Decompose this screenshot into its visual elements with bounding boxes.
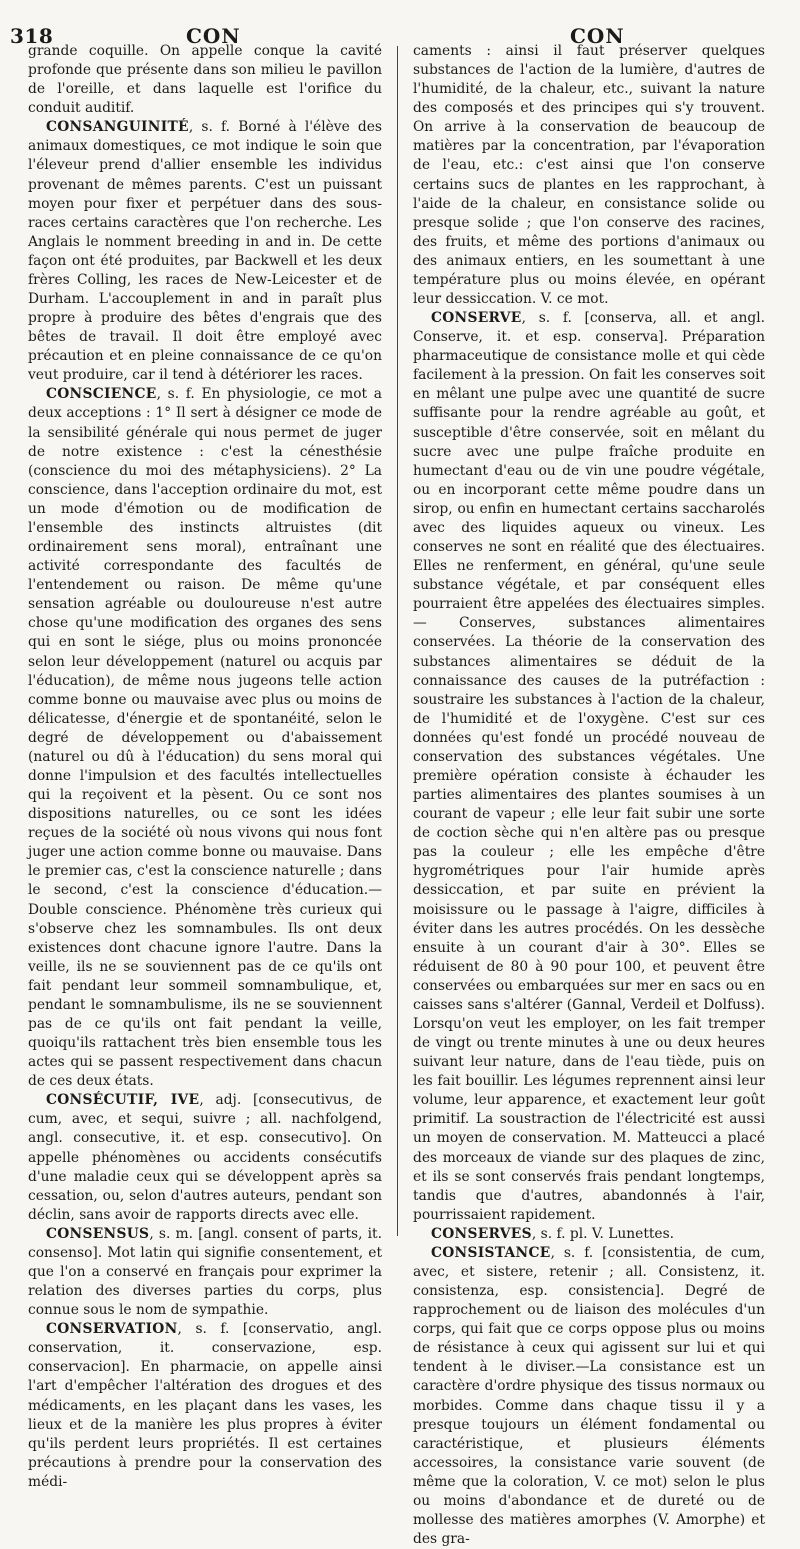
entry-text: , s. f. En physiologie, ce mot a deux acceptions : 1° Il sert à désigner ce mode de la sensibilité générale qui nous permet de juger de notre existence : c'est la cénesthésie (conscience du moi des métaphysiciens). 2° La conscience, dans l'acception ordinaire du mot, est un mode d'émotion ou de modification de l'ensemble des instincts altruistes (dit ordinairement sens moral), entraînant une activité correspondante des facultés de l'entendement ou raison. De même qu'une sensation agréable ou douloureuse n'est autre chose qu'une modification des organes des sens qui en sont le siége, plus ou moins prononcée selon leur développement (naturel ou acquis par l'éducation), de même nous jugeons telle action comme bonne ou mauvaise avec plus ou moins de délicatesse, d'énergie et de spontanéité, selon le degré de développement ou d'abaissement (naturel ou dû à l'éducation) du sens moral qui donne l'impulsion et des facultés intellectuelles qui la reçoivent et la pèsent. Ou ce sont nos dispositions naturelles, ou ce sont les idées reçues de la société où nous vivons qui nous font juger une action comme bonne ou mauvaise. Dans le premier cas, c'est la conscience naturelle ; dans le second, c'est la conscience d'éducation.— Double conscience. Phénomène très curieux qui s'observe chez les somnambules. Ils ont deux existences dont chacune ignore l'autre. Dans la veille, ils ne se souviennent pas de ce qu'ils ont fait pendant leur sommeil somnambulique, et, pendant le somnambulisme, ils ne se souviennent pas de ce qu'ils ont fait pendant la veille, quoiqu'ils rattachent très bien ensemble tous les actes qui se passent respectivement dans chacun de ces deux états. <box>28 386 382 1090</box>
column-divider <box>397 46 398 1236</box>
left-running-head: CON <box>186 24 241 48</box>
entry-conque-continuation: grande coquille. On appelle conque la cavité profonde que présente dans son milieu le pavillon de l'oreille, et dans laquelle est l'orifice du conduit auditif. <box>28 43 382 117</box>
entry-conscience <box>28 385 382 1091</box>
entry-consecutif <box>28 1091 382 1225</box>
entry-text: , s. f. [conserva, all. et angl. Conserve, it. et esp. conserva]. Préparation pharmaceutique de consistance molle et qui cède facilement à la pression. On fait les conserves soit en mêlant une pulpe avec une quantité de sucre suffisante pour la rendre agréable au goût, et susceptible d'être conservée, soit en mêlant du sucre avec une pulpe fraîche produite en humectant d'eau ou de vin une poudre végétale, ou en incorporant cette même poudre dans un sirop, ou enfin en humectant certains saccharolés avec des liquides aqueux ou vineux. Les conserves ne sont en réalité que des électuaires. Elles ne renferment, en général, qu'une seule substance végétale, et par conséquent elles pourraient être appelées des électuaires simples. — Conserves, substances alimentaires conservées. La théorie de la conservation des substances alimentaires se déduit de la connaissance des causes de la putréfaction : soustraire les substances à l'action de la chaleur, de l'humidité et de l'oxygène. C'est sur ces données qu'est fondé un procédé nouveau de conservation des substances végétales. Une première opération consiste à échauder les parties alimentaires des plantes soumises à un courant de vapeur ; elle leur fait subir une sorte de coction sèche qui n'en altère pas ou presque pas la couleur ; elle les empêche d'être hygrométriques pour l'air humide après dessiccation, et par suite en prévient la moisissure ou le passage à l'aigre, difficiles à éviter dans les autres procédés. On les dessèche ensuite à un courant d'air à 30°. Elles se réduisent de 80 à 90 pour 100, et peuvent être conservées ou embarquées sur mer en sacs ou en caisses sans s'altérer (Gannal, Verdeil et Dolfuss). Lorsqu'on veut les employer, on les fait tremper de vingt ou trente minutes à une ou deux heures suivant leur nature, dans de l'eau tiède, puis on les fait bouillir. Les légumes reprennent ainsi leur volume, leur apparence, et exactement leur goût primitif. La soustraction de l'électricité est aussi un moyen de conservation. M. Matteucci a placé des morceaux de viande sur des plaques de zinc, et ils se sont conservés frais pendant longtemps, tandis que d'autres, abandonnés à l'air, pourrissaient rapidement. <box>413 310 765 1223</box>
right-running-head: CON <box>570 24 625 48</box>
entry-text: , s. m. [angl. consent of parts, it. consenso]. Mot latin qui signifie consentement, et que l'on a conservé en français pour exprimer la relation des diverses parties du corps, plus connue sous le nom de sympathie. <box>28 1225 382 1319</box>
headword: CONSERVATION <box>45 1321 178 1338</box>
headword: CONSANGUINITÉ <box>45 119 189 136</box>
headword: CONSERVE <box>430 310 522 327</box>
entry-text: , s. f. [conservatio, angl. conservation, it. conservazione, esp. conservacion]. En pharmacie, on appelle ainsi l'art d'empêcher l'altération des drogues et des médicaments, en les plaçant dans les vases, les lieux et de la manière les plus propres à éviter qu'ils perdent leurs propriétés. Il est certaines précautions à prendre pour la conservation des médi- <box>28 1321 382 1490</box>
entry-conservation-continuation: caments : ainsi il faut préserver quelques substances de l'action de la lumière, d'autres de l'humidité, de la chaleur, etc., suivant la nature des composés et des principes qui s'y trouvent. On arrive à la conservation de beaucoup de matières par la concentration, par l'évaporation de l'eau, etc.: c'est ainsi que l'on conserve certains sucs de plantes en les rapprochant, à l'aide de la chaleur, en consistance solide ou presque solide ; que l'on conserve des racines, des fruits, et même des portions d'animaux ou des animaux entiers, en les soumettant à une température plus ou moins élevée, en opérant leur dessiccation. V. ce mot. <box>413 43 765 308</box>
entry-text: , s. f. pl. V. Lunettes. <box>531 1225 675 1242</box>
running-head <box>0 8 800 48</box>
headword: CONSISTANCE <box>430 1244 551 1261</box>
left-column <box>28 42 383 1490</box>
entry-consensus <box>28 1225 382 1320</box>
headword: CONSCIENCE <box>45 386 157 403</box>
page-number: 318 <box>10 24 54 48</box>
entry-conserve <box>413 309 765 1225</box>
headword: CONSERVES <box>430 1225 532 1242</box>
entry-conserves <box>413 1225 765 1244</box>
entry-consistance <box>413 1244 765 1549</box>
headword: CONSENSUS <box>45 1225 150 1242</box>
entry-conservation <box>28 1320 382 1492</box>
entry-text: , s. f. Borné à l'élève des animaux domestiques, ce mot indique le soin que l'éleveur prend d'allier ensemble les individus provenant de mêmes parents. C'est un puissant moyen pour fixer et perpétuer dans des sous-races certains caractères que l'on recherche. Les Anglais le nomment breeding in and in. De cette façon ont été produites, par Backwell et les deux frères Colling, les races de New-Leicester et de Durham. L'accouplement in and in paraît plus propre à produire des bêtes d'engrais que des bêtes de travail. Il doit être employé avec précaution et en pleine connaissance de ce qu'on veut produire, car il tend à détériorer les races. <box>28 119 382 384</box>
entry-text: , adj. [consecutivus, de cum, avec, et sequi, suivre ; all. nachfolgend, angl. consecutive, it. et esp. consecutivo]. On appelle phénomènes ou accidents consécutifs d'une maladie ceux qui se développent après sa cessation, ou, selon d'autres auteurs, pendant son déclin, sans avoir de rapports directs avec elle. <box>28 1092 383 1223</box>
entry-text: , s. f. [consistentia, de cum, avec, et sistere, retenir ; all. Consistenz, it. consistenza, esp. consistencia]. Degré de rapprochement ou de liaison des molécules d'un corps, qui fait que ce corps oppose plus ou moins de résistance à ceux qui agissent sur lui et qui tendent à le diviser.—La consistance est un caractère d'ordre physique des tissus normaux ou morbides. Comme dans chaque tissu il y a presque toujours un élément fondamental ou caractéristique, et plusieurs éléments accessoires, la consistance varie souvent (de même que la coloration, V. ce mot) selon le plus ou moins d'abondance et de dureté ou de mollesse des matières amorphes (V. Amorphe) et des gra- <box>413 1244 765 1548</box>
right-column <box>413 42 765 1548</box>
entry-consanguinite <box>28 118 382 385</box>
headword: CONSÉCUTIF, IVE <box>45 1092 200 1109</box>
